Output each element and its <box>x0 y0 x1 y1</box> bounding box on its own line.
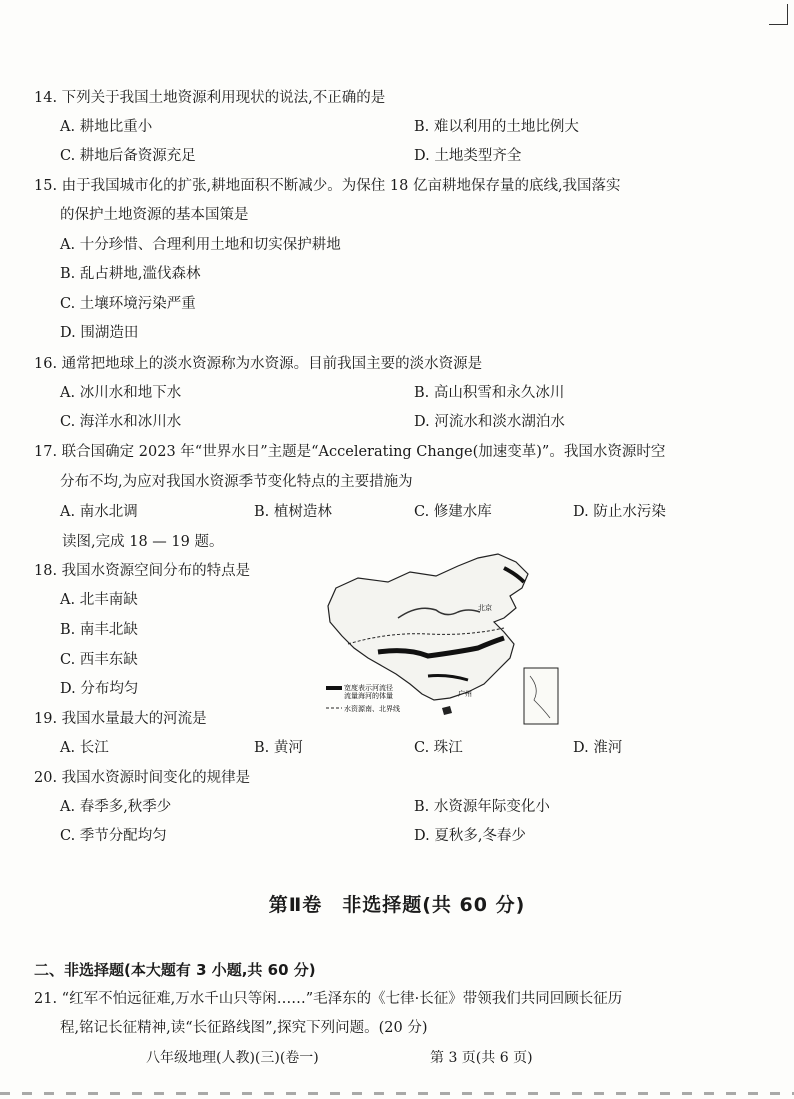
q14-option-a: A. 耕地比重小 <box>60 119 153 135</box>
q15-option-d: D. 围湖造田 <box>60 325 139 341</box>
crop-mark <box>769 4 788 25</box>
q14-option-b: B. 难以利用的土地比例大 <box>414 119 579 135</box>
q18-option-d: D. 分布均匀 <box>60 681 139 697</box>
q20-option-b: B. 水资源年际变化小 <box>414 799 550 815</box>
q17-option-c: C. 修建水库 <box>414 504 492 520</box>
question-21-stem: 21. “红军不怕远征难,万水千山只等闲……”毛泽东的《七律·长征》带领我们共同回顾长征历 <box>34 991 623 1007</box>
footer-subject: 八年级地理(人教)(三)(卷一) <box>146 1050 319 1066</box>
q19-option-b: B. 黄河 <box>254 740 303 756</box>
question-15-stem-2: 的保护土地资源的基本国策是 <box>60 207 249 223</box>
reading-instruction: 读图,完成 18 — 19 题。 <box>62 534 224 550</box>
question-18-stem: 18. 我国水资源空间分布的特点是 <box>34 563 251 579</box>
q16-option-c: C. 海洋水和冰川水 <box>60 414 182 430</box>
q18-option-c: C. 西丰东缺 <box>60 652 138 668</box>
question-19-stem: 19. 我国水量最大的河流是 <box>34 711 207 727</box>
question-16-stem: 16. 通常把地球上的淡水资源称为水资源。目前我国主要的淡水资源是 <box>34 356 483 372</box>
footer-page-number: 第 3 页(共 6 页) <box>430 1050 533 1066</box>
beijing-label: 北京 <box>478 604 492 612</box>
q15-option-c: C. 土壤环境污染严重 <box>60 296 196 312</box>
q19-option-c: C. 珠江 <box>414 740 463 756</box>
q15-option-b: B. 乱占耕地,滥伐森林 <box>60 266 201 282</box>
legend-river-width-2: 流量海河的体量 <box>344 692 393 700</box>
part-2-title: 第Ⅱ卷 非选择题(共 60 分) <box>268 894 526 916</box>
q14-option-c: C. 耕地后备资源充足 <box>60 148 196 164</box>
guangzhou-label: 广州 <box>458 690 472 698</box>
q18-option-a: A. 北丰南缺 <box>60 592 138 608</box>
china-water-resources-map <box>318 548 562 738</box>
question-15-stem: 15. 由于我国城市化的扩张,耕地面积不断减少。为保住 18 亿亩耕地保存量的底线,我国落实 <box>34 178 621 194</box>
legend-boundary: 水资源南、北界线 <box>344 705 400 713</box>
q20-option-c: C. 季节分配均匀 <box>60 828 167 844</box>
q17-option-b: B. 植树造林 <box>254 504 332 520</box>
legend-river-width: 宽度表示河流径 <box>344 684 393 692</box>
q20-option-a: A. 春季多,秋季少 <box>60 799 172 815</box>
q17-option-d: D. 防止水污染 <box>573 504 666 520</box>
q14-option-d: D. 土地类型齐全 <box>414 148 522 164</box>
q20-option-d: D. 夏秋多,冬春少 <box>414 828 526 844</box>
question-20-stem: 20. 我国水资源时间变化的规律是 <box>34 770 251 786</box>
q16-option-d: D. 河流水和淡水湖泊水 <box>414 414 565 430</box>
q17-option-a: A. 南水北调 <box>60 504 138 520</box>
question-14-stem: 14. 下列关于我国土地资源利用现状的说法,不正确的是 <box>34 90 386 106</box>
question-17-stem-2: 分布不均,为应对我国水资源季节变化特点的主要措施为 <box>60 474 413 490</box>
q15-option-a: A. 十分珍惜、合理利用土地和切实保护耕地 <box>60 237 341 253</box>
bottom-dashed-border <box>0 1092 794 1095</box>
south-sea-inset <box>524 668 558 724</box>
china-outline <box>328 554 528 700</box>
question-21-stem-2: 程,铭记长征精神,读“长征路线图”,探究下列问题。(20 分) <box>60 1020 428 1036</box>
q19-option-a: A. 长江 <box>60 740 109 756</box>
hainan-island <box>442 706 452 715</box>
q19-option-d: D. 淮河 <box>573 740 623 756</box>
question-17-stem: 17. 联合国确定 2023 年“世界水日”主题是“Accelerating Change(加速变革)”。我国水资源时空 <box>34 444 666 460</box>
q16-option-b: B. 高山积雪和永久冰川 <box>414 385 565 401</box>
q16-option-a: A. 冰川水和地下水 <box>60 385 182 401</box>
q18-option-b: B. 南丰北缺 <box>60 622 138 638</box>
section-2-heading: 二、非选择题(本大题有 3 小题,共 60 分) <box>34 961 316 979</box>
